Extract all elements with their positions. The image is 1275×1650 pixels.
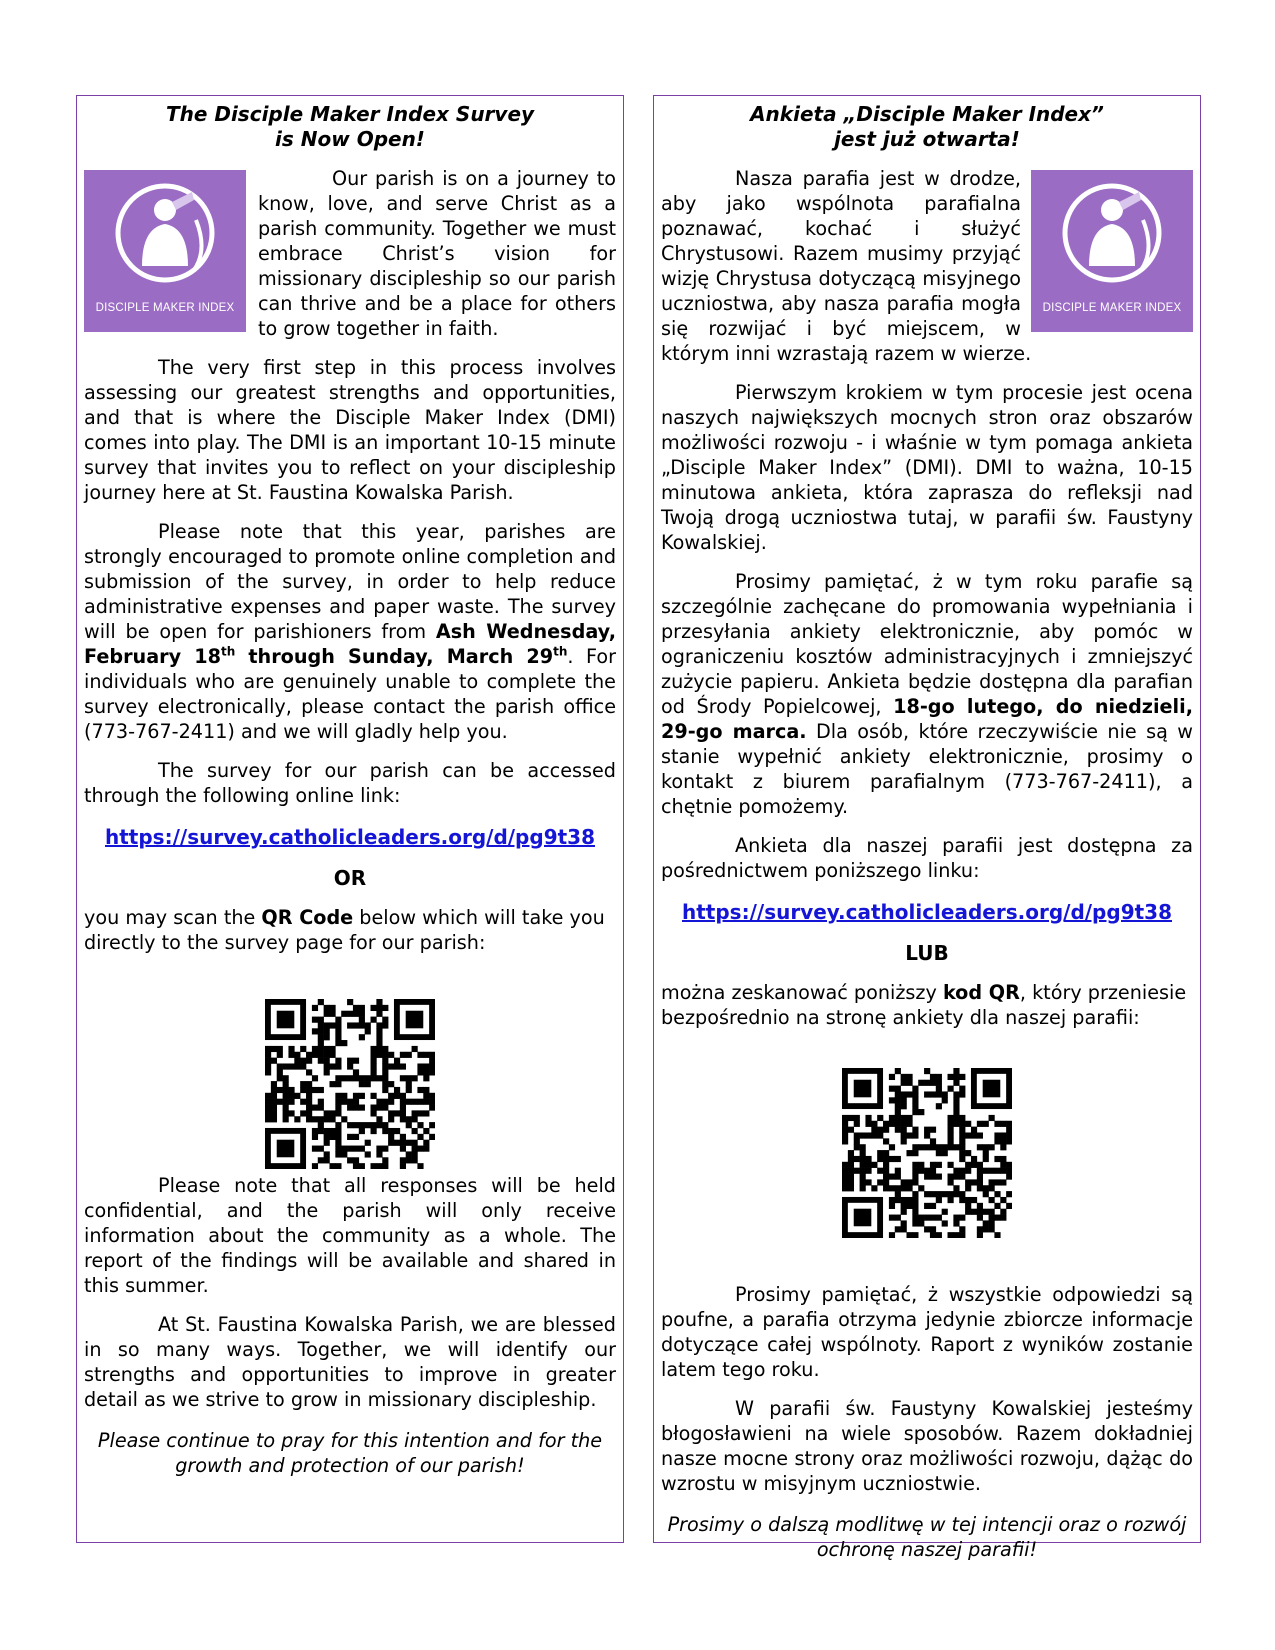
polish-access-paragraph: Ankieta dla naszej parafii jest dostępna za pośrednictwem poniższego linku: <box>661 834 1193 882</box>
polish-closing-prayer: Prosimy o dalszą modlitwę w tej intencji oraz o rozwój ochronę naszej parafii! <box>667 1513 1187 1561</box>
disciple-maker-index-logo <box>1031 170 1193 332</box>
logo-label: DISCIPLE MAKER INDEX <box>95 302 235 314</box>
qr-code-icon[interactable] <box>265 999 435 1169</box>
english-intro-paragraph: Our parish is on a journey to know, love, and serve Christ as a parish community. Together we must embrace Christ’s vision for missionary discipleship so our parish can thrive and be a place for others to grow together in faith. <box>258 167 616 340</box>
english-closing-prayer: Please continue to pray for this intention and for the growth and protection of our parish! <box>97 1429 603 1477</box>
english-access-paragraph: The survey for our parish can be accessed through the following online link: <box>84 759 616 807</box>
polish-confidential-paragraph: Prosimy pamiętać, ż wszystkie odpowiedzi są poufne, a parafia otrzyma jedynie zbiorcze informacje dotyczące całej wspólnoty. Raport z wyników zostanie latem tego roku. <box>661 1283 1193 1381</box>
polish-intro-paragraph: Nasza parafia jest w drodze, aby jako wspólnota parafialna poznawać, kochać i służyć Chrystusowi. Razem musimy przyjąć wizję Chrystusa dotyczącą misyjnego uczniostwa, aby nasza parafia mogła się rozwijać i być miejscem, w którym inni wzrastają razem w wierze. <box>661 167 1032 365</box>
disciple-maker-index-logo <box>84 170 246 332</box>
polish-blessed-paragraph: W parafii św. Faustyny Kowalskiej jesteśmy błogosławieni na wiele sposobów. Razem dokładniej nasze mocne strony oraz możliwości rozwoju, dążąc do wzrostu w misyjnym uczniostwie. <box>661 1397 1193 1495</box>
english-survey-link-line <box>84 825 616 850</box>
english-column <box>76 95 624 1543</box>
english-or-divider: OR <box>333 866 367 890</box>
polish-title: Ankieta „Disciple Maker Index” jest już otwarta! <box>750 102 1104 151</box>
english-title: The Disciple Maker Index Survey is Now Open! <box>165 102 535 151</box>
qr-code-icon[interactable] <box>842 1068 1012 1238</box>
english-first-step-paragraph: The very first step in this process involves assessing our greatest strengths and opportunities, and that is where the Disciple Maker Index (DMI) comes into play. The DMI is an important 10-15 minute survey that invites you to reflect on your discipleship journey here at St. Faustina Kowalska Parish. <box>84 356 616 504</box>
english-survey-link[interactable]: https://survey.catholicleaders.org/d/pg9t38 <box>105 825 595 849</box>
polish-or-divider: LUB <box>905 941 949 965</box>
polish-column <box>653 95 1201 1561</box>
polish-dates-paragraph: Prosimy pamiętać, ż w tym roku parafie są szczególnie zachęcane do promowania wypełniania i przesyłania ankiety elektronicznie, aby pomóc w ograniczeniu kosztów administracyjnych i zmniejszyć zużycie papieru. Ankieta będzie dostępna dla parafian od Środy Popielcowej, 18-go lutego, do niedzieli, 29-go marca. Dla osób, które rzeczywiście nie są w stanie wypełnić ankiety elektronicznie, prosimy o kontakt z biurem parafialnym (773-767-2411), a chętnie pomożemy. <box>661 570 1194 818</box>
polish-first-step-paragraph: Pierwszym krokiem w tym procesie jest ocena naszych największych mocnych stron oraz obszarów możliwości rozwoju - i właśnie w tym pomaga ankieta „Disciple Maker Index” (DMI). DMI to ważna, 10-15 minutowa ankieta, która zaprasza do refleksji nad Twoją drogą uczniostwa tutaj, w parafii św. Faustyny Kowalskiej. <box>661 381 1193 554</box>
disciple-figure-icon <box>112 180 218 286</box>
english-blessed-paragraph: At St. Faustina Kowalska Parish, we are blessed in so many ways. Together, we will identify our strengths and opportunities to improve in greater detail as we strive to grow in missionary discipleship. <box>84 1313 616 1411</box>
english-qr-paragraph: you may scan the QR Code below which will take you directly to the survey page for our parish: <box>84 906 605 954</box>
polish-survey-link[interactable]: https://survey.catholicleaders.org/d/pg9t38 <box>682 900 1172 924</box>
polish-qr-paragraph: można zeskanować poniższy kod QR, który przeniesie bezpośrednio na stronę ankiety dla naszej parafii: <box>661 981 1187 1029</box>
logo-label: DISCIPLE MAKER INDEX <box>1042 302 1182 314</box>
disciple-figure-icon <box>1059 180 1165 286</box>
polish-survey-link-line <box>661 900 1193 925</box>
english-confidential-paragraph: Please note that all responses will be held confidential, and the parish will only receive information about the community as a whole. The report of the findings will be available and shared in this summer. <box>84 1174 616 1297</box>
english-dates-paragraph: Please note that this year, parishes are strongly encouraged to promote online completion and submission of the survey, in order to help reduce administrative expenses and paper waste. The survey will be open for parishioners from Ash Wednesday, February 18th through Sunday, March 29th. For individuals who are genuinely unable to complete the survey electronically, please contact the parish office (773-767-2411) and we will gladly help you. <box>84 520 616 743</box>
